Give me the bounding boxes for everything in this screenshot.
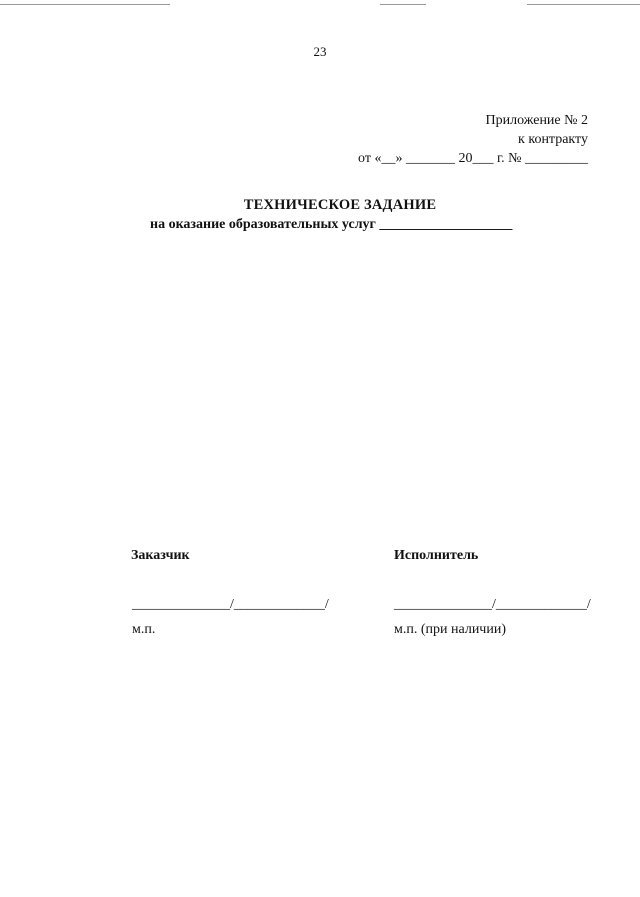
scan-artifact-line [380, 4, 426, 5]
contractor-stamp-note: м.п. (при наличии) [394, 622, 506, 637]
document-subtitle: на оказание образовательных услуг ___________________ [150, 217, 513, 232]
contractor-signature-line: ______________/_____________/ [394, 597, 591, 612]
customer-signature-line: ______________/_____________/ [132, 597, 329, 612]
appendix-contract-ref: к контракту [518, 132, 588, 147]
document-title: ТЕХНИЧЕСКОЕ ЗАДАНИЕ [243, 197, 437, 213]
scan-artifact-line [0, 4, 170, 5]
customer-label: Заказчик [131, 548, 190, 563]
customer-stamp-note: м.п. [132, 622, 156, 637]
page-number: 23 [313, 44, 327, 59]
appendix-contract-date: от «__» _______ 20___ г. № _________ [358, 151, 588, 166]
appendix-block [358, 111, 588, 168]
appendix-number: Приложение № 2 [485, 113, 588, 128]
contractor-label: Исполнитель [394, 548, 479, 563]
scan-artifact-line [527, 4, 640, 5]
